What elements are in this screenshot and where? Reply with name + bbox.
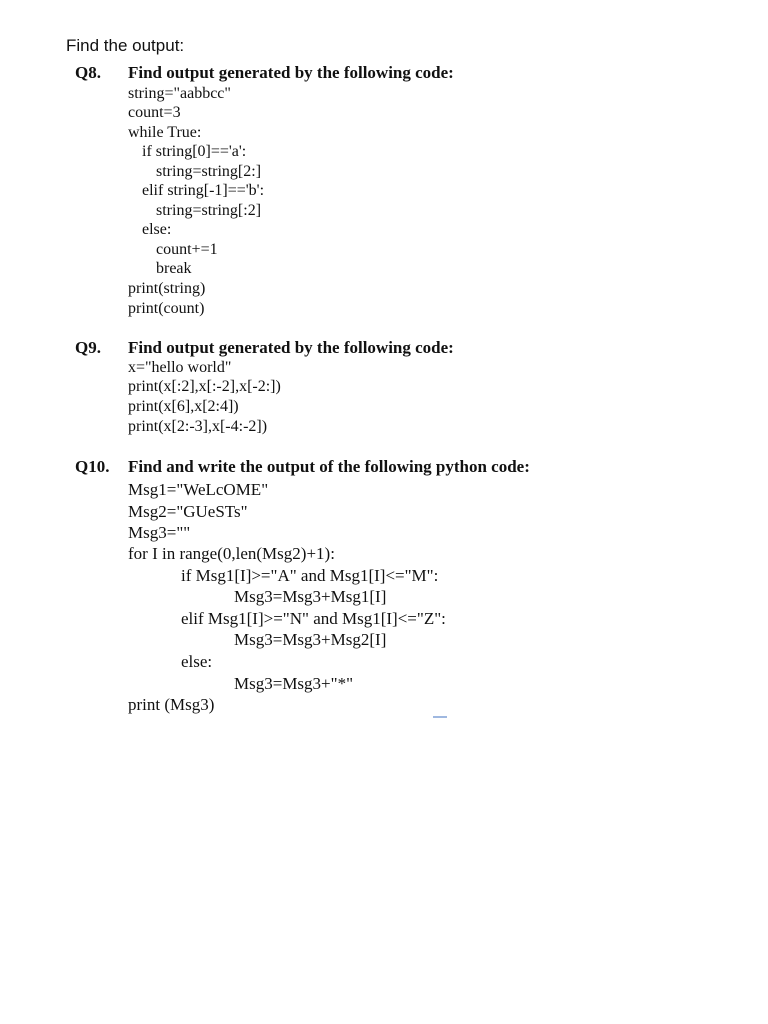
code-line: elif string[-1]=='b': <box>142 182 265 199</box>
question-number: Q10. <box>75 457 110 476</box>
code-line: break <box>156 260 192 277</box>
code-line: while True: <box>128 124 202 141</box>
code-line: Msg3=Msg3+"*" <box>234 674 354 693</box>
code-line: print(count) <box>128 300 205 317</box>
stray-mark <box>433 716 447 718</box>
page-heading: Find the output: <box>66 36 185 55</box>
question-title: Find output generated by the following code: <box>128 63 454 82</box>
code-line: string="aabbcc" <box>128 85 231 102</box>
code-line: print(string) <box>128 280 206 297</box>
question-number: Q8. <box>75 63 101 82</box>
code-line: Msg3="" <box>128 523 191 542</box>
code-line: for I in range(0,len(Msg2)+1): <box>128 544 335 563</box>
code-line: Msg1="WeLcOME" <box>128 480 269 499</box>
code-line: Msg3=Msg3+Msg2[I] <box>234 630 387 649</box>
code-line: x="hello world" <box>128 359 232 376</box>
code-line: print(x[2:-3],x[-4:-2]) <box>128 418 268 435</box>
code-line: if Msg1[I]>="A" and Msg1[I]<="M": <box>181 566 439 585</box>
question-title: Find and write the output of the following python code: <box>128 457 530 476</box>
code-line: string=string[:2] <box>156 202 262 219</box>
code-line: elif Msg1[I]>="N" and Msg1[I]<="Z": <box>181 609 446 628</box>
code-line: Msg2="GUeSTs" <box>128 502 248 521</box>
code-line: if string[0]=='a': <box>142 143 247 160</box>
code-line: print(x[:2],x[:-2],x[-2:]) <box>128 378 281 395</box>
code-line: string=string[2:] <box>156 163 262 180</box>
code-line: print(x[6],x[2:4]) <box>128 398 239 415</box>
code-line: else: <box>142 221 172 238</box>
code-line: Msg3=Msg3+Msg1[I] <box>234 587 387 606</box>
code-line: count+=1 <box>156 241 218 258</box>
question-number: Q9. <box>75 338 101 357</box>
code-line: count=3 <box>128 104 181 121</box>
code-line: else: <box>181 652 213 671</box>
code-line: print (Msg3) <box>128 695 215 714</box>
question-title: Find output generated by the following code: <box>128 338 454 357</box>
